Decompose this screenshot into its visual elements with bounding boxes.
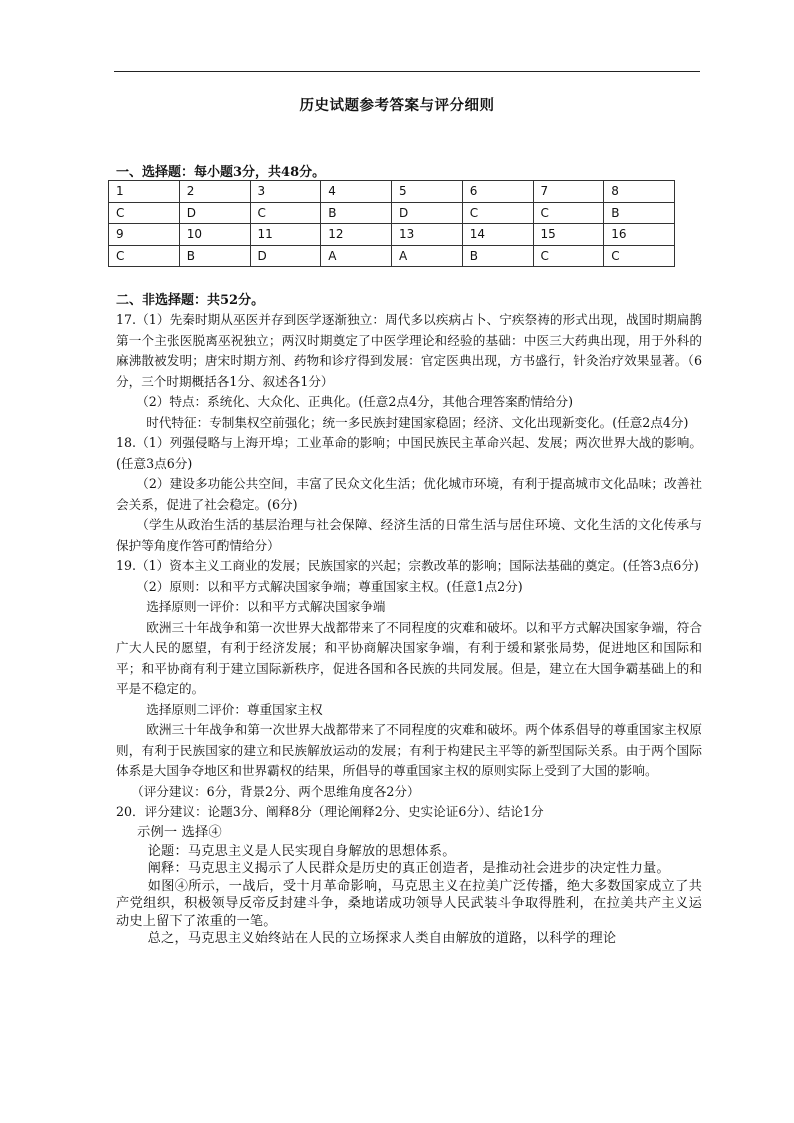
question-number-cell: 4 xyxy=(321,181,392,203)
question-number-cell: 16 xyxy=(604,224,675,246)
answer-cell: D xyxy=(392,202,463,224)
q18-note: （学生从政治生活的基层治理与社会保障、经济生活的日常生活与居住环境、文化生活的文化传承与保护等角度作答可酌情给分） xyxy=(116,517,702,553)
answer-cell: C xyxy=(533,245,604,267)
answer-table xyxy=(108,180,675,267)
question-number-cell: 11 xyxy=(250,224,321,246)
q19-part2: （2）原则：以和平方式解决国家争端；尊重国家主权。(任意1点2分) xyxy=(136,578,523,594)
section2-heading: 二、非选择题：共52分。 xyxy=(116,293,265,308)
top-rule xyxy=(114,71,700,72)
answer-cell: A xyxy=(321,245,392,267)
question-number-cell: 8 xyxy=(604,181,675,203)
q17-era-features: 时代特征：专制集权空前强化；统一多民族封建国家稳固；经济、文化出现新变化。(任意2点4分) xyxy=(146,414,689,430)
section1-heading: 一、选择题：每小题3分，共48分。 xyxy=(116,165,326,180)
q20-example-heading: 示例一 选择④ xyxy=(137,824,222,840)
q20-evidence: 如图④所示，一战后，受十月革命影响，马克思主义在拉美广泛传播，绝大多数国家成立了共产党组织，积极领导反帝反封建斗争，桑地诺成功领导人民武装斗争取得胜利，在拉美共产主义运动史上留下了浓重的一笔。 xyxy=(116,878,702,929)
q20-conclusion: 总之，马克思主义始终站在人民的立场探求人类自由解放的道路，以科学的理论 xyxy=(147,931,617,946)
question-number-cell: 3 xyxy=(250,181,321,203)
question-number-cell: 5 xyxy=(392,181,463,203)
answer-cell: B xyxy=(604,202,675,224)
answer-body xyxy=(116,310,702,948)
question-number-cell: 12 xyxy=(321,224,392,246)
q19-principle2-heading: 选择原则二评价：尊重国家主权 xyxy=(146,701,323,717)
answer-key-row xyxy=(109,202,675,224)
answer-cell: B xyxy=(321,202,392,224)
question-number-cell: 1 xyxy=(109,181,180,203)
question-number-cell: 7 xyxy=(533,181,604,203)
answer-cell: C xyxy=(462,202,533,224)
q19-principle1-eval: 欧洲三十年战争和第一次世界大战都带来了不同程度的灾难和破坏。以和平方式解决国家争端，符合广大人民的愿望，有利于经济发展；和平协商解决国家争端，有利于缓和紧张局势，促进地区和国际和平；和平协商有利于建立国际新秩序，促进各国和各民族的共同发展。但是，建立在大国争霸基础上的和平是不稳定的。 xyxy=(116,619,702,696)
question-number-cell: 14 xyxy=(462,224,533,246)
answer-cell: D xyxy=(179,202,250,224)
question-number-cell: 10 xyxy=(179,224,250,246)
answer-cell: C xyxy=(533,202,604,224)
answer-cell: C xyxy=(250,202,321,224)
q20-example xyxy=(116,823,702,948)
q17-part1: 17.（1）先秦时期从巫医并存到医学逐渐独立：周代多以疾病占卜、宁疾祭祷的形式出现，战国时期扁鹊第一个主张医脱离巫祝独立；两汉时期奠定了中医学理论和经验的基础：中医三大药典出现，用于外科的麻沸散被发明；唐宋时期方剂、药物和诊疗得到发展：官定医典出现，方书盛行，针灸治疗效果显著。（6分，三个时期概括各1分、叙述各1分） xyxy=(116,312,702,389)
answer-cell: B xyxy=(462,245,533,267)
question-number-cell: 13 xyxy=(392,224,463,246)
q19-part1: 19.（1）资本主义工商业的发展；民族国家的兴起；宗教改革的影响；国际法基础的奠定。(任答3点6分) xyxy=(116,558,699,573)
q19-principle1-heading: 选择原则一评价：以和平方式解决国家争端 xyxy=(146,599,386,614)
answer-key-row xyxy=(109,245,675,267)
answer-cell: C xyxy=(604,245,675,267)
question-number-cell: 2 xyxy=(179,181,250,203)
q17-part2: （2）特点：系统化、大众化、正典化。(任意2点4分，其他合理答案酌情给分) xyxy=(136,394,574,409)
q20-explanation: 阐释：马克思主义揭示了人民群众是历史的真正创造者，是推动社会进步的决定性力量。 xyxy=(147,861,670,876)
answer-cell: C xyxy=(109,245,180,267)
page-title: 历史试题参考答案与评分细则 xyxy=(299,97,495,114)
q19-scoring-note: （评分建议：6分，背景2分、两个思维角度各2分） xyxy=(131,783,420,799)
q20-scoring: 20．评分建议：论题3分、阐释8分（理论阐释2分、史实论证6分）、结论1分 xyxy=(116,804,544,819)
q19-principle2-eval: 欧洲三十年战争和第一次世界大战都带来了不同程度的灾难和破坏。两个体系倡导的尊重国家主权原则，有利于民族国家的建立和民族解放运动的发展；有利于构建民主平等的新型国际关系。由于两个国际体系是大国争夺地区和世界霸权的结果，所倡导的尊重国家主权的原则实际上受到了大国的影响。 xyxy=(116,722,702,778)
q18-part2: （2）建设多功能公共空间，丰富了民众文化生活；优化城市环境，有利于提高城市文化品味；改善社会关系，促进了社会稳定。(6分) xyxy=(116,476,702,512)
q18-part1: 18.（1）列强侵略与上海开埠；工业革命的影响；中国民族民主革命兴起、发展；两次世界大战的影响。(任意3点6分) xyxy=(116,435,702,471)
answer-cell: A xyxy=(392,245,463,267)
question-number-cell: 6 xyxy=(462,181,533,203)
question-number-cell: 9 xyxy=(109,224,180,246)
question-number-cell: 15 xyxy=(533,224,604,246)
answer-cell: B xyxy=(179,245,250,267)
answer-cell: C xyxy=(109,202,180,224)
answer-cell: D xyxy=(250,245,321,267)
q20-thesis: 论题：马克思主义是人民实现自身解放的思想体系。 xyxy=(147,843,456,859)
question-number-row xyxy=(109,224,675,246)
question-number-row xyxy=(109,181,675,203)
